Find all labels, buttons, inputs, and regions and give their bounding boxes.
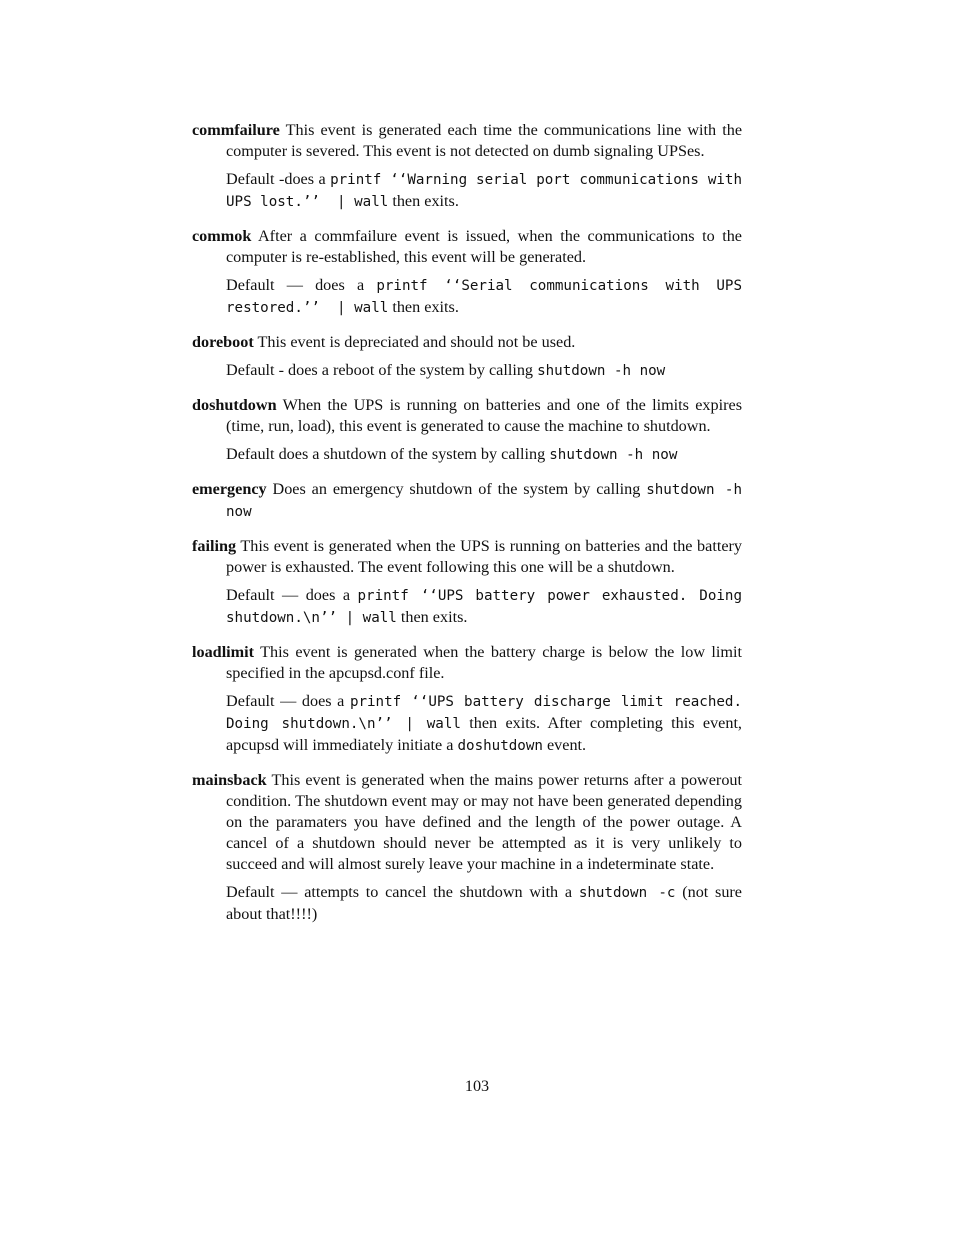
default-text-after: (not sure about that!!!!) — [226, 883, 742, 923]
default-command-2: doshutdown — [457, 738, 543, 754]
entry-desc-text: After a commfailure event is issued, when the communications to the computer is re-established, this event will be generated. — [226, 227, 742, 266]
entry-desc-text: When the UPS is running on batteries and one of the limits expires (time, run, load), this event is generated to cause the machine to shutdown. — [226, 396, 742, 435]
default-command: printf ‘‘UPS battery power exhausted. Doing shutdown.\n’’ | wall — [226, 588, 751, 626]
entry-description — [192, 332, 742, 353]
default-text: Default — attempts to cancel the shutdown with a — [226, 883, 579, 901]
page-number: 103 — [464, 1077, 490, 1095]
entry-loadlimit — [192, 642, 760, 757]
entry-description — [192, 536, 742, 578]
entry-default — [192, 275, 751, 319]
default-text-end: event. — [542, 736, 587, 754]
entry-description — [192, 395, 742, 437]
default-text-after: then exits. After completing this event, apcupsd will immediately initiate a — [226, 714, 742, 754]
default-text: Default -does a — [226, 170, 331, 188]
entry-term: commfailure — [192, 121, 280, 139]
entry-desc-command: shutdown -h now — [226, 482, 751, 520]
entry-term: loadlimit — [192, 643, 255, 661]
entry-term: commok — [192, 227, 252, 245]
entry-term: failing — [192, 537, 237, 555]
entry-default — [192, 691, 760, 757]
entry-term: doreboot — [192, 333, 254, 351]
default-text: Default does a shutdown of the system by calling — [226, 445, 550, 463]
entry-failing — [192, 536, 751, 629]
default-command: printf ‘‘Serial communications with UPS restored.’’ | wall — [226, 278, 751, 316]
default-command: printf ‘‘Warning serial port communications with UPS lost.’’ | wall — [226, 172, 751, 210]
entry-description — [192, 642, 742, 684]
entry-description — [192, 770, 742, 875]
default-text: Default - does a reboot of the system by calling — [226, 361, 538, 379]
entry-default — [192, 585, 751, 629]
default-command: shutdown -h now — [537, 363, 666, 379]
entry-default — [192, 882, 742, 925]
entry-emergency — [192, 479, 751, 523]
entry-commfailure — [192, 120, 751, 213]
document-body — [192, 120, 760, 938]
default-command: printf ‘‘UPS battery discharge limit reached. Doing shutdown.\n’’ | wall — [226, 694, 760, 732]
entry-term: mainsback — [192, 771, 267, 789]
default-command: shutdown -h now — [549, 447, 678, 463]
entry-desc-text: Does an emergency shutdown of the system by calling — [266, 480, 647, 498]
entry-desc-text: This event is generated when the mains power returns after a powerout condition. The shutdown event may or may not have been generated depending on the paramaters you have defined and the length of the power outage. A cancel of a shutdown should never be attempted as it is very unlikely to succeed and will almost surely leave your machine in a indeterminate state. — [226, 771, 742, 873]
entry-default — [192, 444, 742, 466]
entry-description — [192, 479, 751, 523]
entry-commok — [192, 226, 751, 319]
entry-default — [192, 360, 742, 382]
default-command: shutdown -c — [578, 885, 676, 901]
entry-term: emergency — [192, 480, 267, 498]
entry-desc-text: This event is generated when the UPS is running on batteries and the battery power is exhausted. The event following this one will be a shutdown. — [226, 537, 742, 576]
default-text-after: then exits. — [396, 608, 468, 626]
entry-mainsback — [192, 770, 742, 925]
entry-desc-text: This event is depreciated and should not be used. — [253, 333, 576, 351]
default-text: Default — does a — [226, 692, 350, 710]
entry-desc-text: This event is generated when the battery charge is below the low limit specified in the apcupsd.conf file. — [226, 643, 742, 682]
entry-doshutdown — [192, 395, 742, 466]
entry-doreboot — [192, 332, 742, 382]
default-text-after: then exits. — [388, 192, 459, 210]
default-text-after: then exits. — [388, 298, 459, 316]
entry-description — [192, 226, 742, 268]
entry-desc-text: This event is generated each time the communications line with the computer is severed. This event is not detected on dumb signaling UPSes. — [226, 121, 742, 160]
default-text: Default — does a — [226, 586, 358, 604]
entry-default — [192, 169, 751, 213]
entry-term: doshutdown — [192, 396, 277, 414]
default-text: Default — does a — [226, 276, 377, 294]
entry-description — [192, 120, 742, 162]
